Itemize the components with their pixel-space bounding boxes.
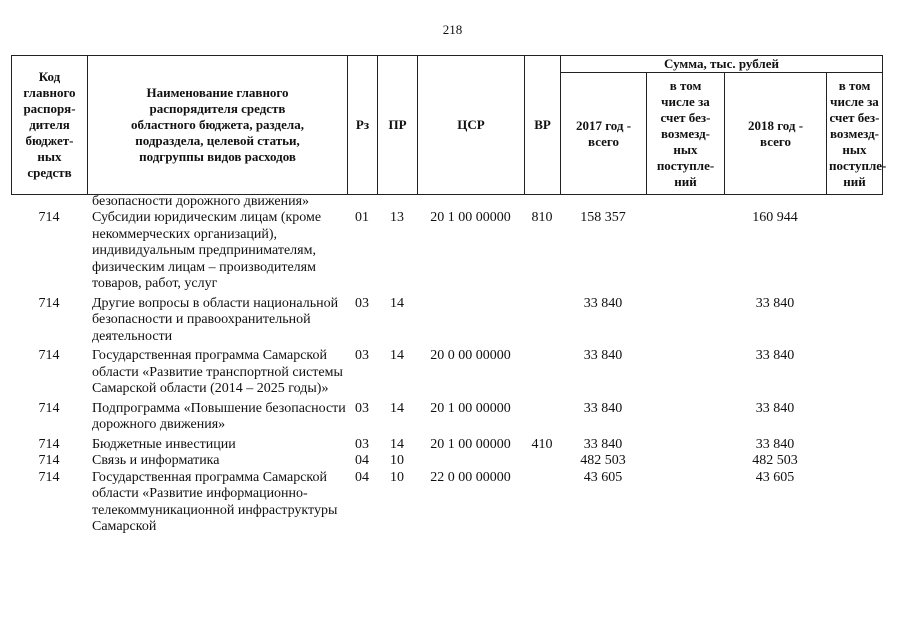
cell-sum-2018: 33 840 xyxy=(755,348,795,363)
header-rz: Рз xyxy=(348,56,378,195)
cell-code: 714 xyxy=(38,400,60,416)
table-row xyxy=(11,437,882,454)
header-vr: ВР xyxy=(525,56,561,195)
cell-sum-2018: 43 605 xyxy=(755,469,795,485)
cell-name: Субсидии юридическим лицам (кроме некоммерческих организаций), индивидуальным предпринимателям, физическим лицам – производителям товаров, работ, услуг xyxy=(92,210,322,291)
header-code: Код главного распоря- дителя бюджет- ных средств xyxy=(12,56,88,195)
cell-pr: 13 xyxy=(390,210,404,225)
header-gratuitous-2017: в том числе за счет без- возмезд- ных поступле- ний xyxy=(647,73,725,195)
cell-code: 714 xyxy=(38,348,60,363)
cell-csr: 22 0 00 00000 xyxy=(430,469,511,485)
table-body xyxy=(11,193,882,536)
cell-rz: 01 xyxy=(355,210,369,225)
cell-csr: 20 1 00 00000 xyxy=(430,400,511,416)
cell-pr: 14 xyxy=(390,400,404,416)
cell-code: 714 xyxy=(38,436,60,452)
table-row xyxy=(11,210,882,293)
cell-sum-2017: 33 840 xyxy=(583,295,623,311)
cell-sum-2017: 33 840 xyxy=(583,400,623,416)
table-header xyxy=(11,55,887,195)
cell-name: Государственная программа Самарской области «Развитие транспортной системы Самарской области (2014 – 2025 годы)» xyxy=(92,348,343,396)
cell-rz: 03 xyxy=(355,348,369,363)
cell-sum-2017: 482 503 xyxy=(580,453,626,468)
cell-name: Связь и информатика xyxy=(92,453,220,468)
cell-code: 714 xyxy=(38,469,60,485)
cell-csr: 20 0 00 00000 xyxy=(430,348,511,363)
cell-sum-2017: 33 840 xyxy=(583,348,623,363)
cell-name: Подпрограмма «Повышение безопасности дорожного движения» xyxy=(92,400,346,432)
header-csr: ЦСР xyxy=(418,56,525,195)
cell-rz: 04 xyxy=(355,469,369,485)
header-name: Наименование главного распорядителя средств областного бюджета, раздела, подраздела, целевой статьи, подгруппы видов расходов xyxy=(88,56,348,195)
cell-code: 714 xyxy=(38,453,60,468)
cell-pr: 14 xyxy=(390,348,404,363)
cell-name: Бюджетные инвестиции xyxy=(92,436,236,452)
table-row xyxy=(11,296,882,346)
cell-code: 714 xyxy=(38,210,60,225)
cell-pr: 14 xyxy=(390,436,404,452)
header-gratuitous-2018: в том числе за счет без- возмезд- ных поступле- ний xyxy=(827,73,883,195)
header-pr: ПР xyxy=(378,56,418,195)
cell-name: Государственная программа Самарской области «Развитие информационно-телекоммуникационной инфраструктуры Самарской xyxy=(92,469,338,534)
cell-sum-2018: 160 944 xyxy=(752,210,798,225)
cell-name: Другие вопросы в области национальной безопасности и правоохранительной деятельности xyxy=(92,295,339,344)
cell-sum-2017: 33 840 xyxy=(583,436,623,452)
cell-sum-2017: 43 605 xyxy=(583,469,623,485)
cell-pr: 14 xyxy=(390,295,404,311)
cell-code: 714 xyxy=(38,295,60,311)
cell-sum-2018: 33 840 xyxy=(755,295,795,311)
continued-fragment: безопасности дорожного движения» xyxy=(92,194,310,209)
cell-sum-2017: 158 357 xyxy=(580,210,626,225)
header-total-2018: 2018 год - всего xyxy=(725,73,827,195)
cell-sum-2018: 33 840 xyxy=(755,436,795,452)
cell-pr: 10 xyxy=(390,469,404,485)
cell-rz: 04 xyxy=(355,453,369,468)
table-row xyxy=(11,401,882,434)
cell-csr: 20 1 00 00000 xyxy=(430,436,511,452)
header-sum-group: Сумма, тыс. рублей xyxy=(561,56,883,73)
table-row xyxy=(11,470,882,536)
cell-vr: 810 xyxy=(531,210,553,225)
cell-csr: 20 1 00 00000 xyxy=(430,210,511,225)
table-row xyxy=(11,348,882,398)
cell-sum-2018: 482 503 xyxy=(752,453,798,468)
cell-rz: 03 xyxy=(355,295,369,311)
table-row xyxy=(11,453,882,470)
cell-rz: 03 xyxy=(355,436,369,452)
cell-vr: 410 xyxy=(531,436,553,452)
cell-rz: 03 xyxy=(355,400,369,416)
cell-sum-2018: 33 840 xyxy=(755,400,795,416)
cell-pr: 10 xyxy=(390,453,404,468)
header-total-2017: 2017 год - всего xyxy=(561,73,647,195)
page-number: 218 xyxy=(442,22,463,37)
